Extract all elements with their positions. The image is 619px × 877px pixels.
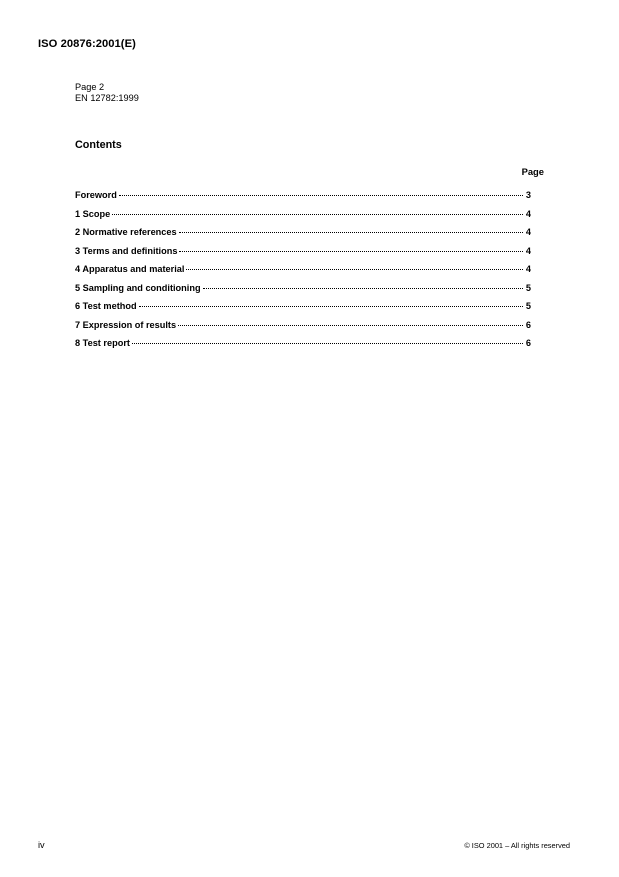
toc-entry-title: 2 Normative references bbox=[75, 227, 177, 237]
toc-entry-title: Foreword bbox=[75, 190, 117, 200]
toc-dot-leader bbox=[112, 214, 523, 215]
toc-dot-leader bbox=[139, 306, 523, 307]
toc-entry-page: 4 bbox=[525, 227, 531, 237]
toc-entry-title: 7 Expression of results bbox=[75, 319, 177, 330]
toc-entry-foreword[interactable] bbox=[75, 190, 531, 209]
toc-entry-title: 3 Terms and definitions bbox=[75, 245, 178, 256]
toc-dot-leader bbox=[179, 251, 523, 252]
toc-entry-normative-references[interactable] bbox=[75, 227, 531, 246]
toc-entry-apparatus-and-material[interactable] bbox=[75, 264, 531, 283]
toc-entry-page: 4 bbox=[525, 245, 531, 256]
toc-dot-leader bbox=[178, 325, 523, 326]
toc-entry-sampling-and-conditioning[interactable] bbox=[75, 283, 531, 302]
toc-dot-leader bbox=[132, 343, 523, 344]
footer-copyright: © ISO 2001 – All rights reserved bbox=[464, 841, 570, 850]
toc-entry-scope[interactable] bbox=[75, 209, 531, 228]
document-id: ISO 20876:2001(E) bbox=[38, 38, 136, 50]
en-reference: EN 12782:1999 bbox=[75, 93, 139, 103]
contents-heading: Contents bbox=[75, 139, 122, 151]
toc-entry-test-method[interactable] bbox=[75, 301, 531, 320]
toc-entry-page: 6 bbox=[525, 319, 531, 330]
toc-entry-page: 4 bbox=[525, 264, 531, 274]
toc-entry-page: 5 bbox=[525, 301, 531, 311]
toc-dot-leader bbox=[179, 232, 523, 233]
toc-entry-title: 5 Sampling and conditioning bbox=[75, 282, 201, 293]
page-line: Page 2 bbox=[75, 82, 105, 92]
footer-page-number: iv bbox=[38, 840, 45, 850]
toc-entry-page: 3 bbox=[525, 190, 531, 200]
toc-dot-leader bbox=[203, 288, 523, 289]
page-column-label: Page bbox=[521, 166, 544, 177]
table-of-contents bbox=[75, 190, 531, 357]
toc-entry-test-report[interactable] bbox=[75, 338, 531, 357]
toc-entry-title: 6 Test method bbox=[75, 301, 137, 311]
toc-entry-terms-and-definitions[interactable] bbox=[75, 246, 531, 265]
toc-entry-expression-of-results[interactable] bbox=[75, 320, 531, 339]
toc-entry-title: 1 Scope bbox=[75, 208, 111, 219]
toc-entry-page: 6 bbox=[525, 338, 531, 348]
toc-entry-page: 5 bbox=[525, 282, 531, 293]
toc-dot-leader bbox=[186, 269, 523, 270]
toc-entry-page: 4 bbox=[525, 208, 531, 219]
page-meta bbox=[75, 82, 139, 104]
toc-entry-title: 4 Apparatus and material bbox=[75, 264, 185, 274]
toc-entry-title: 8 Test report bbox=[75, 338, 130, 348]
toc-dot-leader bbox=[119, 195, 523, 196]
